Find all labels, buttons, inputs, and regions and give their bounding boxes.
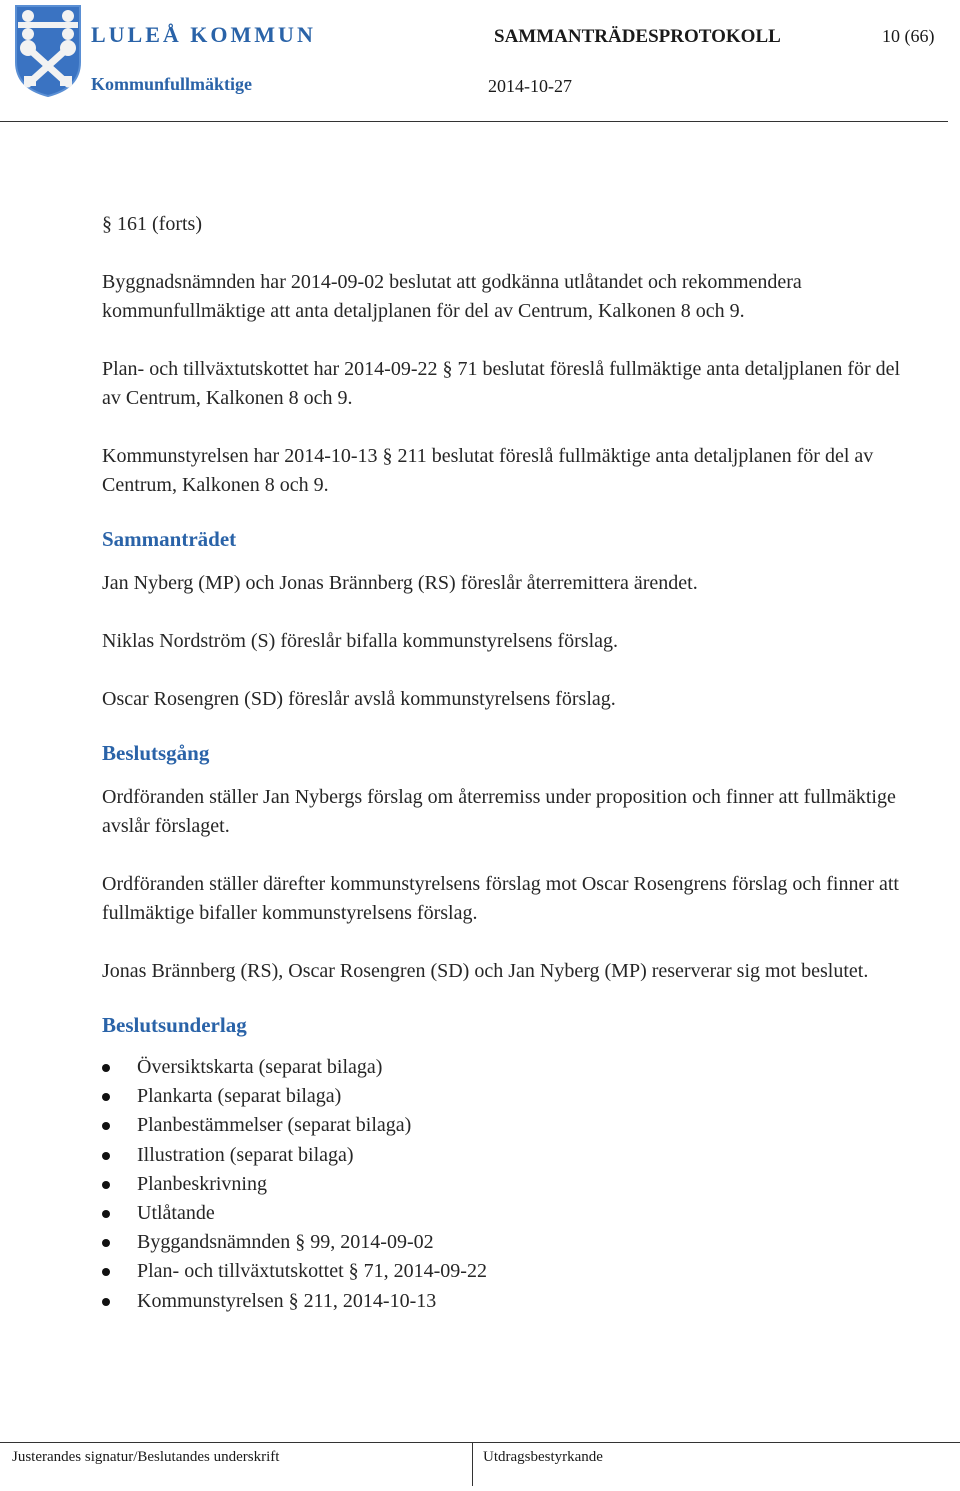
proposal-item: Niklas Nordström (S) föreslår bifalla kommunstyrelsens förslag.: [102, 630, 619, 652]
decision-item: Ordföranden ställer Jan Nybergs förslag om återremiss under proposition och finner att fullmäktige avslår förslaget.: [102, 786, 896, 837]
proposal-item: Oscar Rosengren (SD) föreslår avslå kommunstyrelsens förslag.: [102, 688, 616, 710]
list-item: Illustration (separat bilaga): [102, 1141, 902, 1170]
attachment-list: [102, 1053, 902, 1316]
header-divider: [0, 121, 948, 122]
signature-label: Justerandes signatur/Beslutandes underskrift: [12, 1449, 280, 1465]
page-number: 10 (66): [882, 26, 935, 46]
certification-label: Utdragsbestyrkande: [483, 1449, 603, 1465]
list-item: Översiktskarta (separat bilaga): [102, 1053, 902, 1082]
proposal-item: Jan Nyberg (MP) och Jonas Brännberg (RS) föreslår återremittera ärendet.: [102, 572, 698, 594]
paragraph: Byggnadsnämnden har 2014-09-02 beslutat att godkänna utlåtandet och rekommendera kommunfullmäktige att anta detaljplanen för del av Centrum, Kalkonen 8 och 9.: [102, 271, 802, 322]
document-type: SAMMANTRÄDESPROTOKOLL: [494, 26, 781, 47]
footer-divider: [0, 1442, 960, 1443]
footer-column-divider: [472, 1442, 473, 1486]
list-item: Plan- och tillväxtutskottet § 71, 2014-09-22: [102, 1257, 902, 1286]
document-footer: [0, 1440, 960, 1491]
document-header: [0, 0, 960, 124]
decision-item: Ordföranden ställer därefter kommunstyrelsens förslag mot Oscar Rosengrens förslag och finner att fullmäktige bifaller kommunstyrelsens förslag.: [102, 873, 899, 924]
decision-item: Jonas Brännberg (RS), Oscar Rosengren (SD) och Jan Nyberg (MP) reserverar sig mot beslutet.: [102, 960, 869, 982]
organization-unit: Kommunfullmäktige: [91, 74, 253, 94]
list-item: Plankarta (separat bilaga): [102, 1082, 902, 1111]
paragraph: Kommunstyrelsen har 2014-10-13 § 211 beslutat föreslå fullmäktige anta detaljplanen för del av Centrum, Kalkonen 8 och 9.: [102, 445, 874, 496]
decision-heading: Beslutsgång: [102, 741, 210, 765]
organization-name: LULEÅ KOMMUN: [91, 22, 316, 47]
paragraph: Plan- och tillväxtutskottet har 2014-09-22 § 71 beslutat föreslå fullmäktige anta detaljplanen för del av Centrum, Kalkonen 8 och 9.: [102, 358, 901, 409]
list-item: Planbestämmelser (separat bilaga): [102, 1111, 902, 1140]
meeting-date: 2014-10-27: [488, 76, 572, 96]
coat-of-arms-logo: [14, 4, 82, 98]
section-reference: § 161 (forts): [102, 213, 202, 235]
protocol-body: [102, 210, 902, 1316]
list-item: Planbeskrivning: [102, 1170, 902, 1199]
list-item: Utlåtande: [102, 1199, 902, 1228]
list-item: Kommunstyrelsen § 211, 2014-10-13: [102, 1287, 902, 1316]
list-item: Byggandsnämnden § 99, 2014-09-02: [102, 1228, 902, 1257]
meeting-heading: Sammanträdet: [102, 527, 237, 551]
basis-heading: Beslutsunderlag: [102, 1013, 247, 1037]
